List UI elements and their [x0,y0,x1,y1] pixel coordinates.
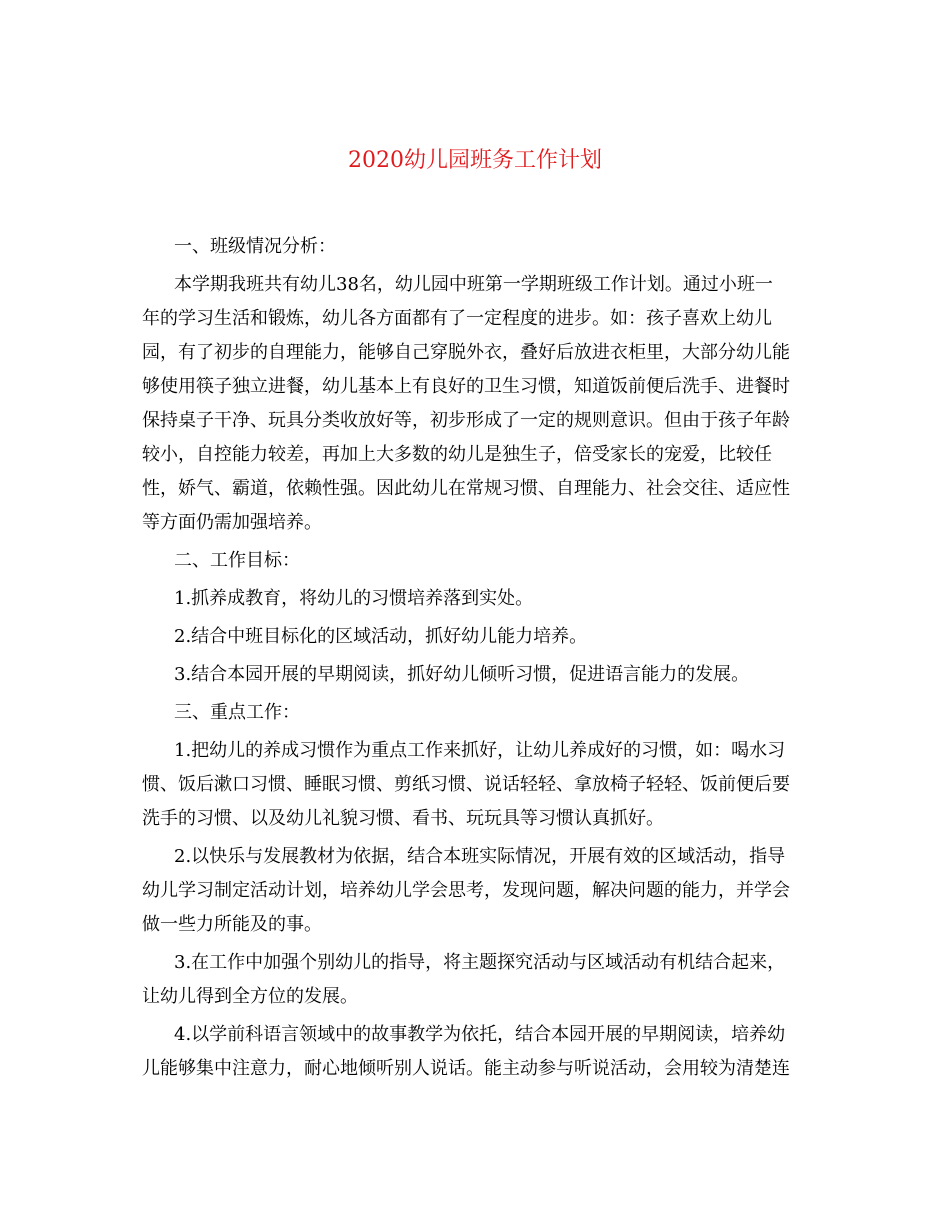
paragraph-line: 一、班级情况分析： [174,236,336,257]
paragraph-line: 年的学习生活和锻炼，幼儿各方面都有了一定程度的进步。如：孩子喜欢上幼儿 [142,308,772,329]
paragraph-line: 惯、饭后漱口习惯、睡眠习惯、剪纸习惯、说话轻轻、拿放椅子轻轻、饭前便后要 [142,774,790,795]
paragraph-line: 三、重点工作： [174,702,300,723]
paragraph-g1 [142,582,810,616]
paragraph-line: 儿能够集中注意力，耐心地倾听别人说话。能主动参与听说活动，会用较为清楚连 [142,1058,790,1079]
paragraph-h3 [142,696,810,730]
document-body [142,230,810,1086]
paragraph-line: 幼儿学习制定活动计划，培养幼儿学会思考，发现问题，解决问题的能力，并学会 [142,880,790,901]
paragraph-line: 洗手的习惯、以及幼儿礼貌习惯、看书、玩玩具等习惯认真抓好。 [142,808,664,829]
paragraph-line: 园，有了初步的自理能力，能够自己穿脱外衣，叠好后放进衣柜里，大部分幼儿能 [142,342,790,363]
paragraph-line: 3.结合本园开展的早期阅读，抓好幼儿倾听习惯，促进语言能力的发展。 [174,664,750,685]
paragraph-k1 [142,734,810,836]
paragraph-line: 较小，自控能力较差，再加上大多数的幼儿是独生子，倍受家长的宠爱，比较任 [142,444,772,465]
paragraph-line: 4.以学前科语言领域中的故事教学为依托，结合本园开展的早期阅读，培养幼 [174,1024,786,1045]
paragraph-line: 二、工作目标： [174,550,300,571]
paragraph-line: 1.抓养成教育，将幼儿的习惯培养落到实处。 [174,588,534,609]
paragraph-h2 [142,544,810,578]
paragraph-k3 [142,946,810,1014]
paragraph-g2 [142,620,810,654]
document-title: 2020幼儿园班务工作计划 [348,148,602,173]
paragraph-line: 本学期我班共有幼儿38名，幼儿园中班第一学期班级工作计划。通过小班一 [174,274,773,295]
paragraph-line: 等方面仍需加强培养。 [142,512,322,533]
paragraph-line: 3.在工作中加强个别幼儿的指导，将主题探究活动与区域活动有机结合起来， [174,952,786,973]
paragraph-k4 [142,1018,810,1086]
paragraph-line: 2.结合中班目标化的区域活动，抓好幼儿能力培养。 [174,626,588,647]
paragraph-line: 做一些力所能及的事。 [142,914,322,935]
paragraph-g3 [142,658,810,692]
paragraph-line: 性，娇气、霸道，依赖性强。因此幼儿在常规习惯、自理能力、社会交往、适应性 [142,478,790,499]
paragraph-line: 保持桌子干净、玩具分类收放好等，初步形成了一定的规则意识。但由于孩子年龄 [142,410,790,431]
paragraph-p1 [142,268,810,540]
paragraph-line: 1.把幼儿的养成习惯作为重点工作来抓好，让幼儿养成好的习惯，如：喝水习 [174,740,786,761]
paragraph-line: 2.以快乐与发展教材为依据，结合本班实际情况，开展有效的区域活动，指导 [174,846,786,867]
paragraph-h1 [142,230,810,264]
paragraph-line: 够使用筷子独立进餐，幼儿基本上有良好的卫生习惯，知道饭前便后洗手、进餐时 [142,376,790,397]
paragraph-k2 [142,840,810,942]
paragraph-line: 让幼儿得到全方位的发展。 [142,986,358,1007]
